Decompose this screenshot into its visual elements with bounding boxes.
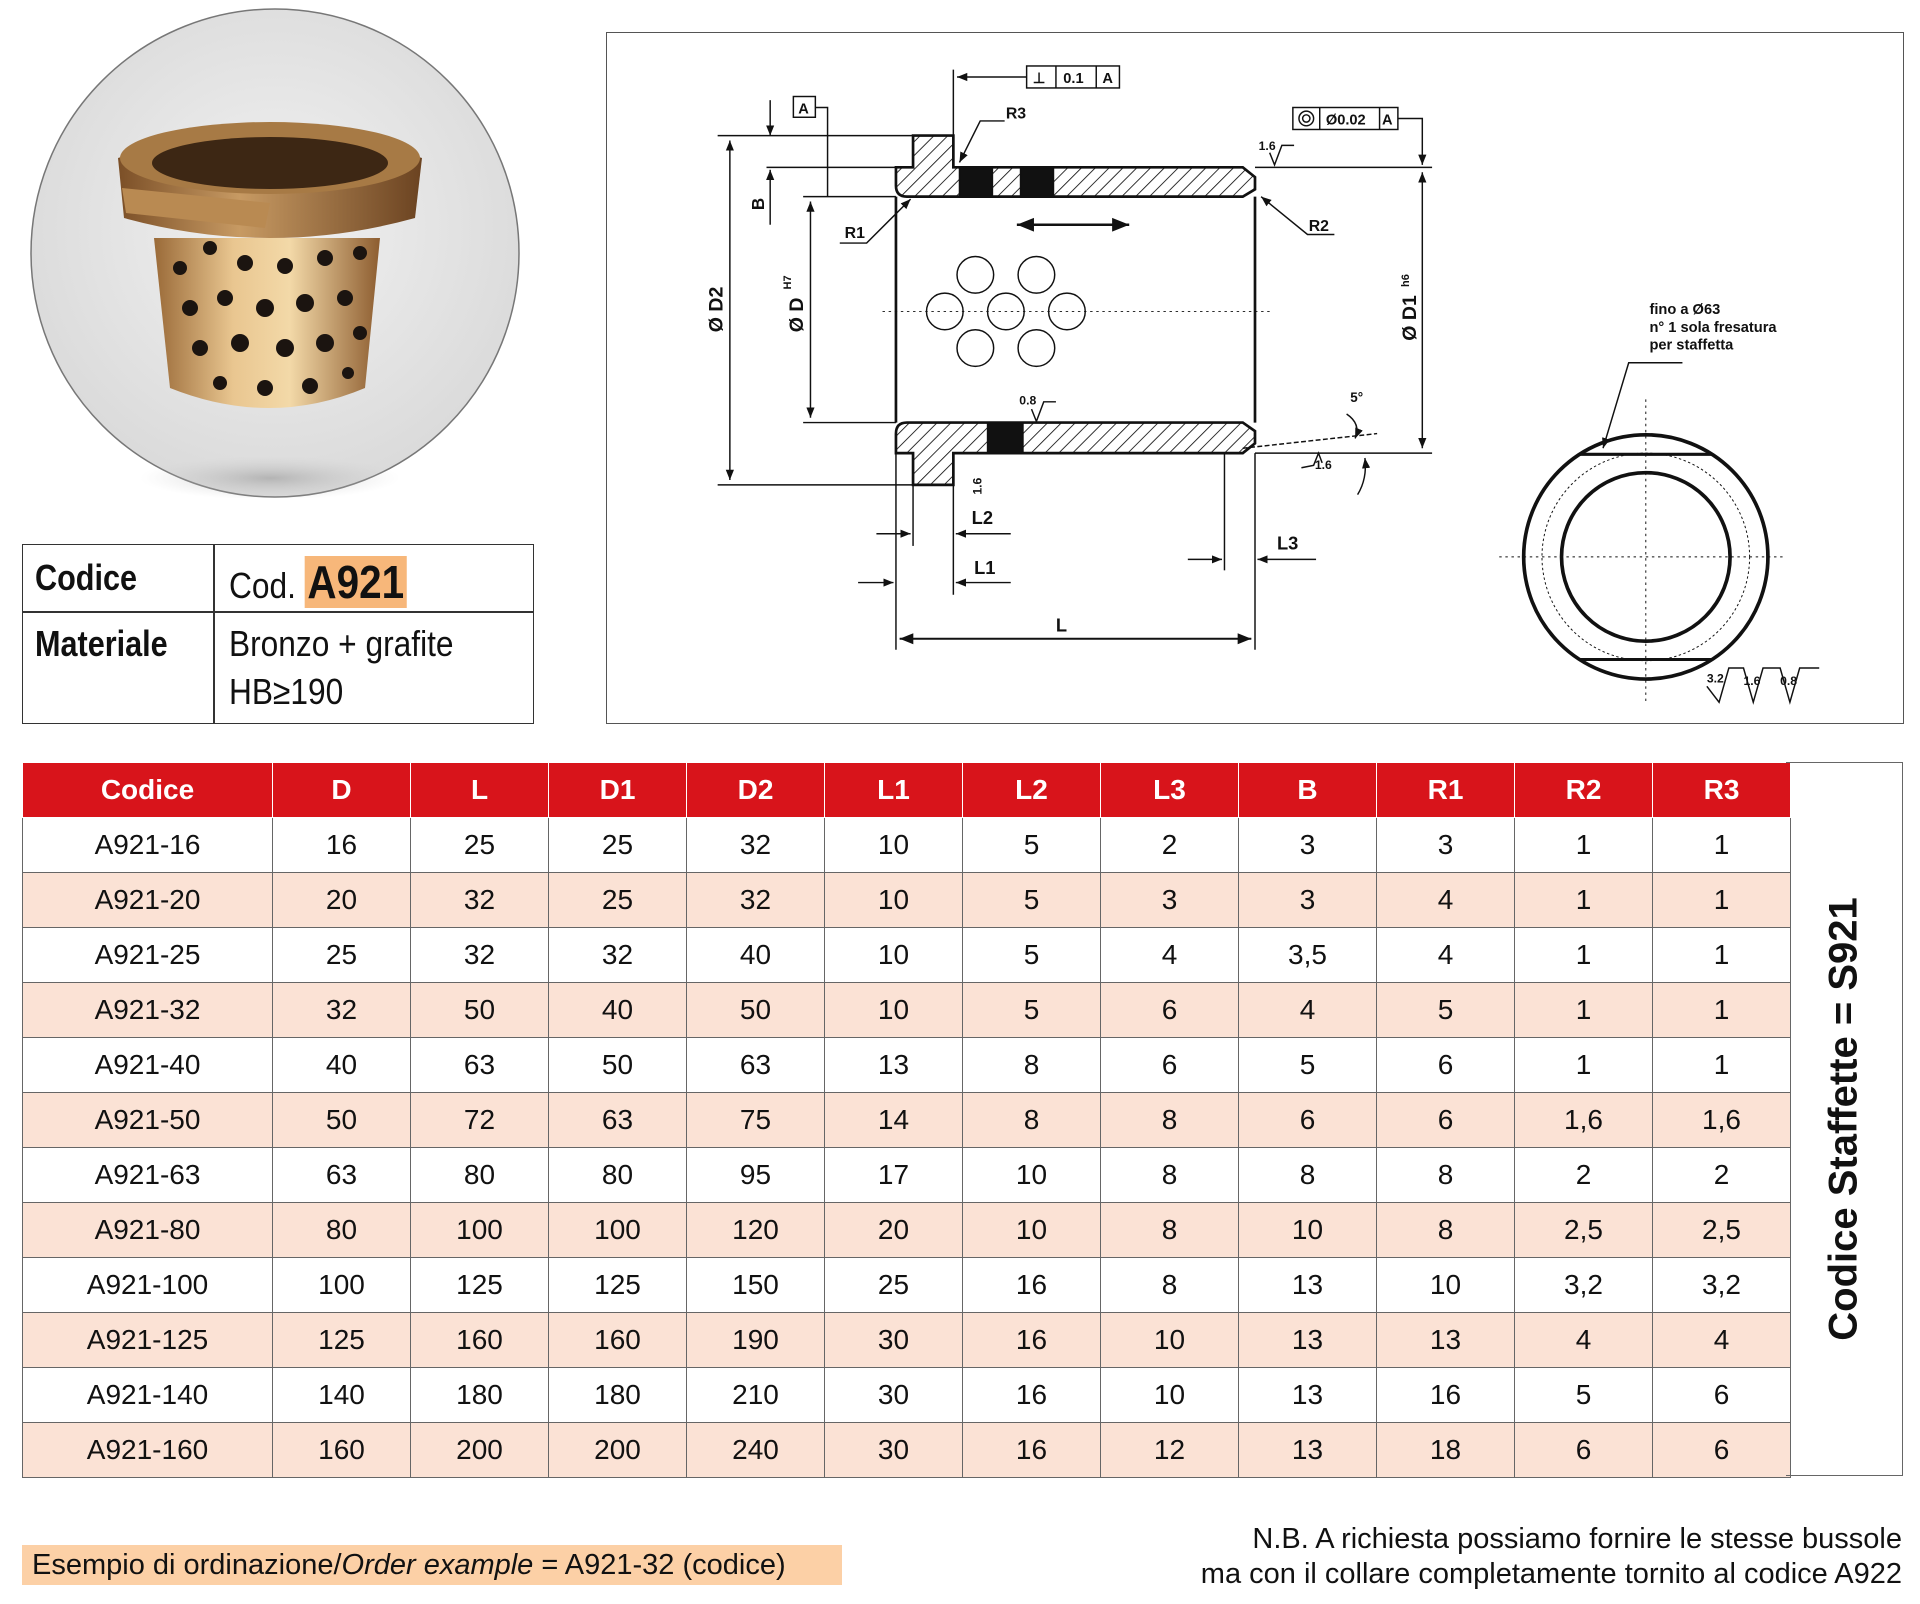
cell-l: 25 <box>411 818 549 873</box>
cell-b: 13 <box>1239 1258 1377 1313</box>
row-code: A921-16 <box>23 818 273 873</box>
cell-r3: 2 <box>1653 1148 1791 1203</box>
cell-l3: 8 <box>1101 1148 1239 1203</box>
row-code: A921-125 <box>23 1313 273 1368</box>
table-row <box>23 1368 1791 1423</box>
cell-d1: 125 <box>549 1258 687 1313</box>
chamfer-angle: 5° <box>1350 389 1364 405</box>
cell-d1: 25 <box>549 873 687 928</box>
cell-r2: 1 <box>1515 818 1653 873</box>
row-code: A921-160 <box>23 1423 273 1478</box>
d1-label: Ø D1 <box>1399 295 1422 341</box>
d2-label: Ø D2 <box>705 286 728 333</box>
column-header-d2: D2 <box>687 763 825 818</box>
product-photo <box>30 8 520 498</box>
cell-r3: 6 <box>1653 1423 1791 1478</box>
r2-label: R2 <box>1308 217 1330 235</box>
row-code: A921-32 <box>23 983 273 1038</box>
cell-r1: 4 <box>1377 928 1515 983</box>
cell-d1: 32 <box>549 928 687 983</box>
cell-l: 50 <box>411 983 549 1038</box>
cell-r1: 13 <box>1377 1313 1515 1368</box>
cell-l1: 30 <box>825 1368 963 1423</box>
cell-l: 200 <box>411 1423 549 1478</box>
cell-l: 80 <box>411 1148 549 1203</box>
cell-d2: 40 <box>687 928 825 983</box>
cell-l: 125 <box>411 1258 549 1313</box>
cell-r2: 1 <box>1515 873 1653 928</box>
cell-d2: 50 <box>687 983 825 1038</box>
ring-note-line2: n° 1 sola fresatura <box>1649 320 1777 337</box>
cell-l2: 16 <box>963 1423 1101 1478</box>
cell-d: 125 <box>273 1313 411 1368</box>
column-header-b: B <box>1239 763 1377 818</box>
cell-l3: 8 <box>1101 1093 1239 1148</box>
cell-d1: 50 <box>549 1038 687 1093</box>
column-header-d: D <box>273 763 411 818</box>
cell-r1: 18 <box>1377 1423 1515 1478</box>
cell-l3: 10 <box>1101 1313 1239 1368</box>
table-row <box>23 818 1791 873</box>
cell-d: 32 <box>273 983 411 1038</box>
order-prefix: Esempio di ordinazione/ <box>32 1549 342 1581</box>
column-header-codice: Codice <box>23 763 273 818</box>
cell-l1: 10 <box>825 928 963 983</box>
table-row <box>23 1313 1791 1368</box>
cell-l2: 16 <box>963 1258 1101 1313</box>
table-row <box>23 983 1791 1038</box>
l-label: L <box>1055 614 1068 636</box>
cell-r1: 8 <box>1377 1203 1515 1258</box>
cell-l1: 17 <box>825 1148 963 1203</box>
cell-d1: 63 <box>549 1093 687 1148</box>
codice-label: Codice <box>35 557 138 598</box>
row-code: A921-80 <box>23 1203 273 1258</box>
materiale-line1: Bronzo + grafite <box>229 623 454 664</box>
row-code: A921-25 <box>23 928 273 983</box>
cell-d: 25 <box>273 928 411 983</box>
column-header-l2: L2 <box>963 763 1101 818</box>
cell-r3: 6 <box>1653 1368 1791 1423</box>
cell-r3: 2,5 <box>1653 1203 1791 1258</box>
cell-b: 13 <box>1239 1368 1377 1423</box>
cell-d: 20 <box>273 873 411 928</box>
r3-label: R3 <box>1005 105 1027 123</box>
cell-r1: 4 <box>1377 873 1515 928</box>
table-row <box>23 1093 1791 1148</box>
roughness-16: 1.6 <box>1743 674 1761 689</box>
materiale-label: Materiale <box>35 623 168 664</box>
cell-b: 3,5 <box>1239 928 1377 983</box>
cell-d2: 63 <box>687 1038 825 1093</box>
cell-r1: 6 <box>1377 1093 1515 1148</box>
cell-r3: 1,6 <box>1653 1093 1791 1148</box>
bushing-top-wall <box>896 136 1255 197</box>
row-code: A921-63 <box>23 1148 273 1203</box>
perp-symbol: ⊥ <box>1032 71 1046 88</box>
cell-d: 160 <box>273 1423 411 1478</box>
ring-note-line3: per staffetta <box>1649 337 1734 354</box>
table-row <box>23 1423 1791 1478</box>
cell-r2: 3,2 <box>1515 1258 1653 1313</box>
cell-d1: 100 <box>549 1203 687 1258</box>
codice-prefix: Cod. <box>229 565 296 606</box>
cell-b: 13 <box>1239 1313 1377 1368</box>
materiale-line2: HB≥190 <box>229 671 344 712</box>
column-header-l1: L1 <box>825 763 963 818</box>
cell-r2: 5 <box>1515 1368 1653 1423</box>
cell-l2: 10 <box>963 1148 1101 1203</box>
column-header-r3: R3 <box>1653 763 1791 818</box>
bushing-bottom-wall <box>896 423 1255 485</box>
cell-r3: 1 <box>1653 873 1791 928</box>
cell-d2: 240 <box>687 1423 825 1478</box>
cell-l2: 8 <box>963 1093 1101 1148</box>
column-header-l3: L3 <box>1101 763 1239 818</box>
cell-l3: 12 <box>1101 1423 1239 1478</box>
cell-d: 100 <box>273 1258 411 1313</box>
cell-l: 32 <box>411 873 549 928</box>
roughness-32: 3.2 <box>1706 671 1724 686</box>
cell-l2: 16 <box>963 1313 1101 1368</box>
cell-r1: 10 <box>1377 1258 1515 1313</box>
cell-r3: 4 <box>1653 1313 1791 1368</box>
cell-r1: 8 <box>1377 1148 1515 1203</box>
cell-l3: 10 <box>1101 1368 1239 1423</box>
column-header-r2: R2 <box>1515 763 1653 818</box>
cell-r3: 1 <box>1653 1038 1791 1093</box>
cell-d1: 80 <box>549 1148 687 1203</box>
cell-r2: 1 <box>1515 928 1653 983</box>
cell-l3: 8 <box>1101 1203 1239 1258</box>
cell-l1: 10 <box>825 818 963 873</box>
l1-label: L1 <box>974 557 996 579</box>
cell-l: 100 <box>411 1203 549 1258</box>
footnote-line1: N.B. A richiesta possiamo fornire le stesse bussole <box>1252 1523 1902 1555</box>
cell-d1: 40 <box>549 983 687 1038</box>
table-row <box>23 928 1791 983</box>
conc-datum: A <box>1382 112 1393 129</box>
roughness-flange: 1.6 <box>970 477 985 495</box>
table-row <box>23 1258 1791 1313</box>
cell-l1: 25 <box>825 1258 963 1313</box>
cell-l2: 5 <box>963 873 1101 928</box>
cell-r2: 1,6 <box>1515 1093 1653 1148</box>
cell-l2: 10 <box>963 1203 1101 1258</box>
r1-label: R1 <box>844 225 865 243</box>
column-header-d1: D1 <box>549 763 687 818</box>
cell-l1: 20 <box>825 1203 963 1258</box>
order-example <box>22 1545 842 1585</box>
cell-l3: 4 <box>1101 928 1239 983</box>
codice-highlight: A921 <box>305 556 407 608</box>
cell-d2: 120 <box>687 1203 825 1258</box>
cell-r2: 2 <box>1515 1148 1653 1203</box>
row-code: A921-20 <box>23 873 273 928</box>
table-row <box>23 1203 1791 1258</box>
footnote-line2: ma con il collare completamente tornito al codice A922 <box>1200 1558 1902 1590</box>
cell-l2: 5 <box>963 818 1101 873</box>
cell-l: 63 <box>411 1038 549 1093</box>
table-row <box>23 1038 1791 1093</box>
cell-d2: 32 <box>687 818 825 873</box>
order-italic: Order example <box>341 1549 534 1581</box>
cell-r2: 1 <box>1515 1038 1653 1093</box>
row-code: A921-100 <box>23 1258 273 1313</box>
cell-d2: 210 <box>687 1368 825 1423</box>
dimensions-table <box>22 762 1791 1478</box>
cell-l1: 30 <box>825 1423 963 1478</box>
cell-d2: 190 <box>687 1313 825 1368</box>
cell-r2: 4 <box>1515 1313 1653 1368</box>
footnote <box>1201 1522 1902 1592</box>
cell-l1: 13 <box>825 1038 963 1093</box>
cell-l2: 8 <box>963 1038 1101 1093</box>
cell-d: 50 <box>273 1093 411 1148</box>
product-info-table <box>22 544 534 724</box>
cell-b: 8 <box>1239 1148 1377 1203</box>
column-header-l: L <box>411 763 549 818</box>
cell-d2: 32 <box>687 873 825 928</box>
cell-l1: 10 <box>825 873 963 928</box>
cell-l: 72 <box>411 1093 549 1148</box>
d-tol: H7 <box>781 275 794 290</box>
roughness-bore: 0.8 <box>1019 393 1037 408</box>
technical-drawing <box>606 32 1904 724</box>
perp-tol: 0.1 <box>1063 71 1084 88</box>
table-header-row <box>23 763 1791 818</box>
table-row <box>23 1148 1791 1203</box>
cell-l2: 5 <box>963 983 1101 1038</box>
cell-l1: 14 <box>825 1093 963 1148</box>
cell-b: 13 <box>1239 1423 1377 1478</box>
staffette-code-label: Codice Staffette = S921 <box>1821 897 1866 1341</box>
cell-b: 5 <box>1239 1038 1377 1093</box>
cell-l3: 8 <box>1101 1258 1239 1313</box>
cell-l3: 6 <box>1101 1038 1239 1093</box>
cell-r3: 1 <box>1653 928 1791 983</box>
cell-l: 32 <box>411 928 549 983</box>
cell-r3: 3,2 <box>1653 1258 1791 1313</box>
cell-r2: 1 <box>1515 983 1653 1038</box>
cell-l: 160 <box>411 1313 549 1368</box>
cell-d1: 25 <box>549 818 687 873</box>
cell-l3: 3 <box>1101 873 1239 928</box>
table-row <box>23 873 1791 928</box>
cell-r1: 16 <box>1377 1368 1515 1423</box>
cell-l1: 10 <box>825 983 963 1038</box>
cell-b: 3 <box>1239 873 1377 928</box>
conc-tol: Ø0.02 <box>1325 112 1366 129</box>
d-label: Ø D <box>786 297 809 333</box>
info-divider <box>213 545 215 723</box>
datum-a: A <box>798 101 809 118</box>
cell-l: 180 <box>411 1368 549 1423</box>
cell-r3: 1 <box>1653 818 1791 873</box>
roughness-top: 1.6 <box>1258 139 1276 154</box>
l3-label: L3 <box>1276 532 1299 554</box>
cell-r1: 3 <box>1377 818 1515 873</box>
d1-tol: h6 <box>1399 274 1412 288</box>
cell-b: 10 <box>1239 1203 1377 1258</box>
cell-d: 140 <box>273 1368 411 1423</box>
cell-b: 6 <box>1239 1093 1377 1148</box>
cell-d: 40 <box>273 1038 411 1093</box>
cell-l3: 6 <box>1101 983 1239 1038</box>
info-divider <box>23 611 533 613</box>
roughness-chamfer: 1.6 <box>1314 457 1332 472</box>
order-suffix: = A921-32 (codice) <box>533 1549 786 1581</box>
roughness-08: 0.8 <box>1780 674 1798 689</box>
b-label: B <box>749 197 769 211</box>
ring-end-view <box>1499 363 1819 705</box>
codice-value <box>229 555 407 609</box>
l2-label: L2 <box>971 506 994 528</box>
cell-d2: 150 <box>687 1258 825 1313</box>
cell-r3: 1 <box>1653 983 1791 1038</box>
cell-r1: 6 <box>1377 1038 1515 1093</box>
cell-d2: 95 <box>687 1148 825 1203</box>
cell-r2: 2,5 <box>1515 1203 1653 1258</box>
cell-d2: 75 <box>687 1093 825 1148</box>
cell-d1: 180 <box>549 1368 687 1423</box>
cell-l2: 16 <box>963 1368 1101 1423</box>
row-code: A921-50 <box>23 1093 273 1148</box>
cell-r1: 5 <box>1377 983 1515 1038</box>
cell-b: 4 <box>1239 983 1377 1038</box>
cell-l1: 30 <box>825 1313 963 1368</box>
side-cell <box>1786 762 1903 1476</box>
cell-d: 16 <box>273 818 411 873</box>
cell-r2: 6 <box>1515 1423 1653 1478</box>
row-code: A921-140 <box>23 1368 273 1423</box>
column-header-r1: R1 <box>1377 763 1515 818</box>
cell-l3: 2 <box>1101 818 1239 873</box>
cell-d1: 200 <box>549 1423 687 1478</box>
cell-d1: 160 <box>549 1313 687 1368</box>
cell-d: 80 <box>273 1203 411 1258</box>
row-code: A921-40 <box>23 1038 273 1093</box>
cell-d: 63 <box>273 1148 411 1203</box>
cell-b: 3 <box>1239 818 1377 873</box>
perp-datum: A <box>1102 71 1113 88</box>
ring-note-line1: fino a Ø63 <box>1649 301 1721 318</box>
cell-l2: 5 <box>963 928 1101 983</box>
